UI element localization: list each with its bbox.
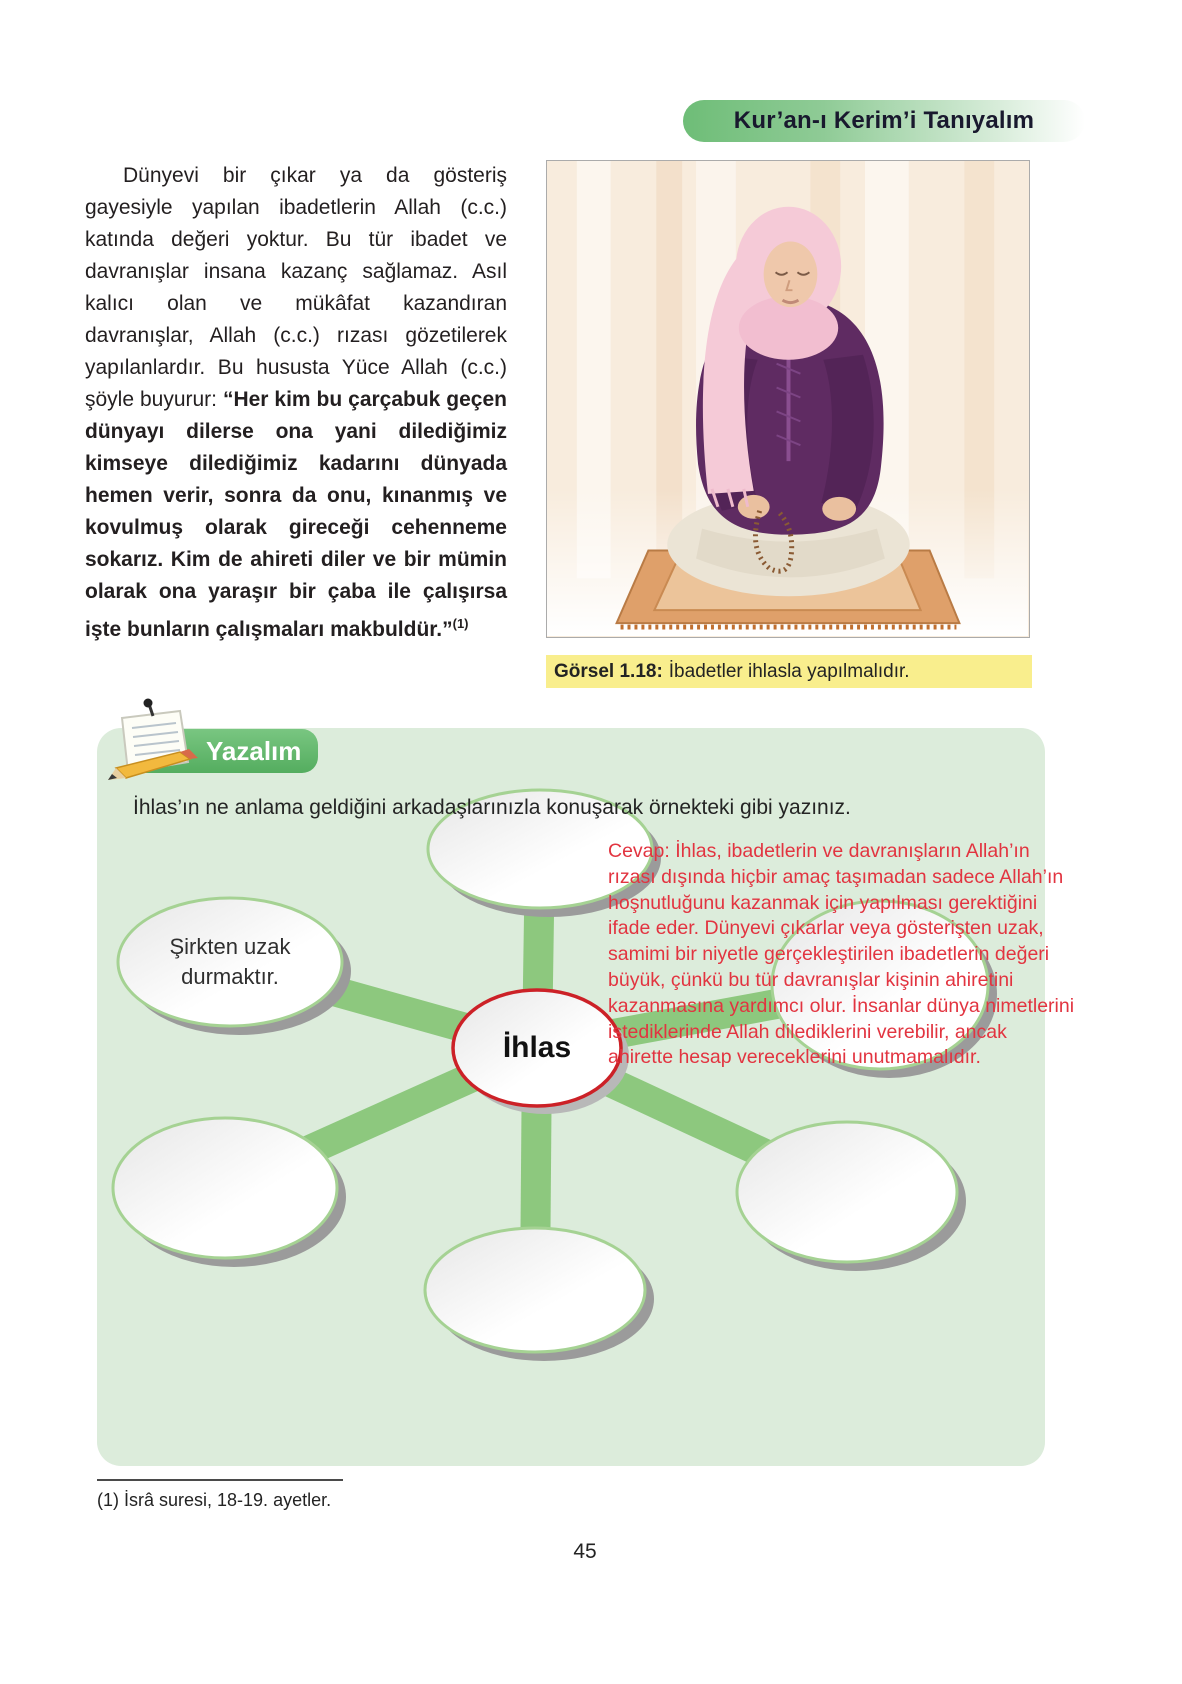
citation-superscript: (1) xyxy=(452,616,469,631)
page-number: 45 xyxy=(573,1540,597,1563)
answer-line: kazanmasına yardımcı olur. İnsanlar dünya nimetlerini xyxy=(608,994,1075,1017)
mindmap-center-label: İhlas xyxy=(502,1031,572,1064)
answer-line: ahirette hesap vereceklerini unutmamalıdır. xyxy=(608,1046,981,1069)
praying-woman-photo xyxy=(546,160,1030,638)
footnote-text: (1) İsrâ suresi, 18-19. ayetler. xyxy=(97,1490,332,1510)
quran-quote-text: “Her kim bu çarçabuk geçen dünyayı dilerse ona yani dilediğimiz kimseye dilediğimiz kadarını dünyada hemen verir, sonra da onu, kınanmış ve kovulmuş olarak gireceği cehenneme sokarız. Kim de ahireti diler ve bir mümin olarak ona yaraşır bir çaba ile çalışırsa işte bunların çalışmaları makbuldür.” xyxy=(85,388,507,641)
figure-caption-label: Görsel 1.18: xyxy=(554,660,663,682)
chapter-title: Kur’an-ı Kerim’i Tanıyalım xyxy=(733,107,1035,134)
answer-line: büyük, çünkü bu tür davranışlar kişinin ahiretini xyxy=(608,968,1014,991)
mindmap-node-empty-bottom-right xyxy=(737,1122,966,1271)
hand-right xyxy=(822,497,856,521)
article-text-column xyxy=(85,160,507,646)
answer-line: ifade eder. Dünyevi çıkarlar veya gösterişten uzak, xyxy=(608,917,1044,940)
answer-line: samimi bir niyetle gerçekleştirilen ibadetlerin değeri xyxy=(608,943,1050,966)
answer-line: istediklerinde Allah dilediklerini verebilir, ancak xyxy=(608,1020,1007,1043)
praying-woman-illustration xyxy=(547,161,1028,636)
activity-instruction: İhlas’ın ne anlama geldiğini arkadaşlarınızla konuşarak örnekteki gibi yazınız. xyxy=(133,796,851,819)
answer-line: rızası dışında hiçbir amaç taşımadan sadece Allah’ın xyxy=(608,865,1064,888)
article-intro-text: Dünyevi bir çıkar ya da gösteriş gayesiyle yapılan ibadetlerin Allah (c.c.) katında değeri yoktur. Bu tür ibadet ve davranışlar insana kazanç sağlamaz. Asıl kalıcı olan ve mükâfat kazandıran davranışlar, Allah (c.c.) rızası gözetilerek yapılanlardır. Bu hususta Yüce Allah (c.c.) şöyle buyurur: xyxy=(85,164,507,411)
article-paragraph xyxy=(85,160,507,646)
chapter-banner xyxy=(683,100,1085,142)
activity-title: Yazalım xyxy=(206,735,302,766)
answer-line: Cevap: İhlas, ibadetlerin ve davranışların Allah’ın xyxy=(608,840,1030,862)
student-answer-text xyxy=(608,839,1124,1071)
hand-left xyxy=(738,495,770,519)
answer-line: hoşnutluğunu kazanmak için yapılması gerektiğini xyxy=(608,891,1038,914)
figure-caption-text: İbadetler ihlasla yapılmalıdır. xyxy=(668,660,910,682)
mindmap-example-node-label: Şirkten uzak durmaktır. xyxy=(169,934,291,989)
pinned-note-pencil-icon xyxy=(106,698,202,784)
face xyxy=(764,241,818,307)
figure-caption xyxy=(546,655,1032,688)
mindmap-node-empty-bottom-center xyxy=(425,1228,654,1361)
footnote-divider xyxy=(97,1479,343,1481)
